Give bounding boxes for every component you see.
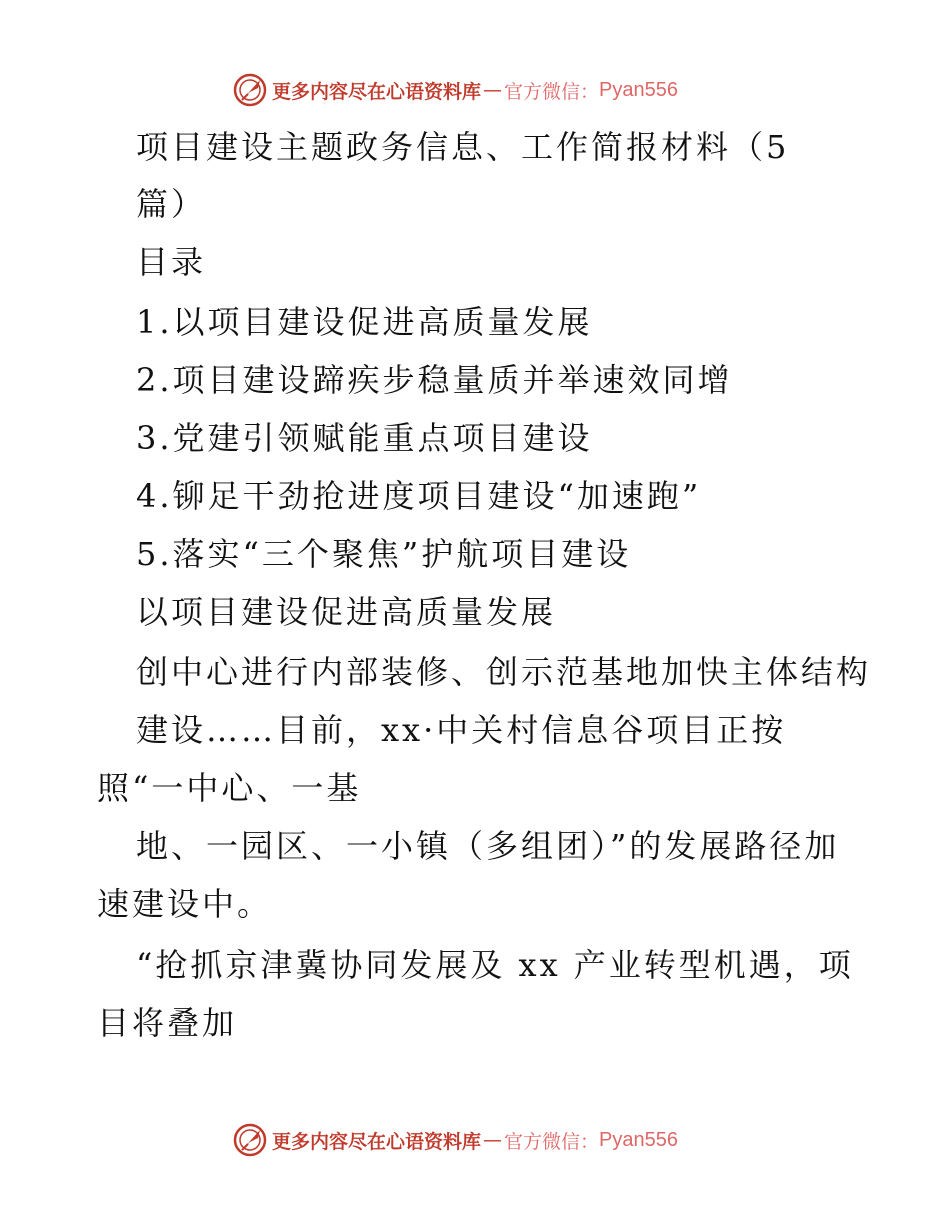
toc-heading: 目录 [136, 243, 207, 281]
quill-logo-icon [232, 72, 268, 108]
site-name: 更多内容尽在心语资料库 [272, 80, 482, 103]
toc-item: 4.铆足干劲抢进度项目建设“加速跑” [136, 477, 702, 515]
wechat-id: Pyan556 [599, 1128, 678, 1151]
wechat-label: 官方微信： [504, 1130, 600, 1153]
toc-item: 1.以项目建设促进高质量发展 [136, 303, 593, 341]
body-line: 照“一中心、一基 [97, 769, 362, 807]
body-line: 速建设中。 [97, 885, 273, 923]
body-line: “抢抓京津冀协同发展及 xx 产业转型机遇，项 [136, 946, 854, 984]
header-banner [232, 70, 678, 110]
body-line: 创中心进行内部装修、创示范基地加快主体结构 [136, 653, 872, 691]
separator-dash: — [483, 79, 503, 101]
document-title-line-1: 项目建设主题政务信息、工作简报材料（5 [136, 128, 790, 166]
quill-logo-icon [232, 1122, 268, 1158]
section-title: 以项目建设促进高质量发展 [136, 593, 557, 631]
wechat-id: Pyan556 [599, 78, 678, 101]
wechat-label: 官方微信： [504, 80, 600, 103]
toc-item: 5.落实“三个聚焦”护航项目建设 [136, 535, 632, 573]
body-line: 建设……目前，xx·中关村信息谷项目正按 [136, 711, 787, 749]
toc-item: 3.党建引领赋能重点项目建设 [136, 419, 593, 457]
separator-dash: — [483, 1129, 503, 1151]
document-title-line-2: 篇） [136, 185, 207, 223]
body-line: 地、一园区、一小镇（多组团）”的发展路径加 [136, 827, 840, 865]
body-line: 目将叠加 [97, 1004, 238, 1042]
site-name: 更多内容尽在心语资料库 [272, 1130, 482, 1153]
toc-item: 2.项目建设蹄疾步稳量质并举速效同增 [136, 361, 733, 399]
footer-banner [232, 1120, 678, 1160]
